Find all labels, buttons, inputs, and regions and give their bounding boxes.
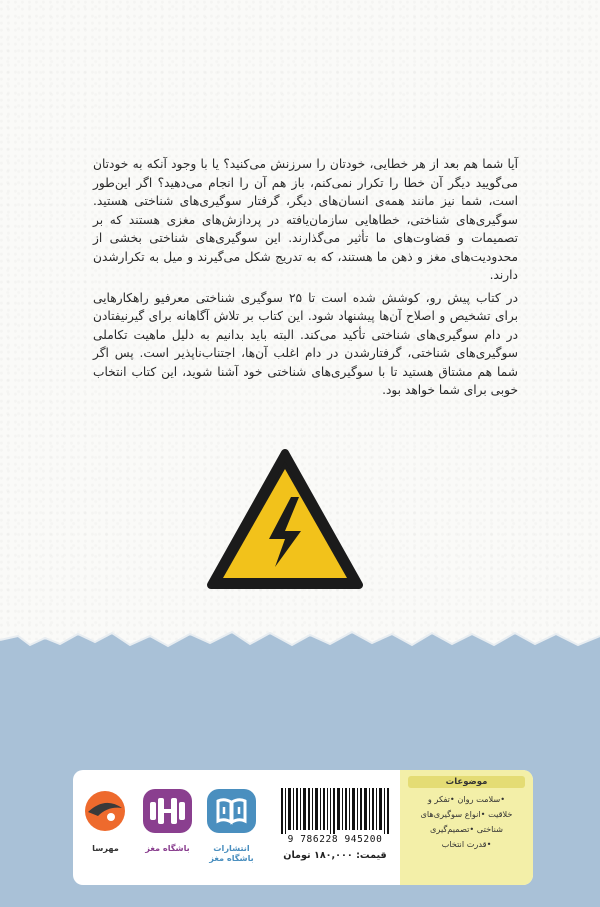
topics-line: •قدرت انتخاب bbox=[441, 839, 492, 849]
topics-line: خلاقیت •انواع سوگیری‌های bbox=[420, 809, 513, 819]
publisher-caption: باشگاه مغز bbox=[145, 843, 190, 853]
barcode-icon bbox=[275, 786, 395, 834]
isbn-number: 9 786228 945200 bbox=[287, 834, 383, 845]
high-voltage-warning-icon bbox=[205, 447, 365, 592]
publisher-caption: مهرسا bbox=[92, 843, 119, 853]
topics-line: شناختی •تصمیم‌گیری bbox=[430, 824, 503, 834]
book-brain-icon bbox=[204, 786, 259, 836]
topics-title: موضوعات bbox=[408, 776, 525, 788]
paragraph-2: در کتاب پیش رو، کوشش شده است تا ۲۵ سوگیری شناختی معرفیو راهکارهایی برای تشخیص و اصلاح آن‌ها پیشنهاد شود. این کتاب بر تلاش آگاهانه برای گیرنیفتادن در دام سوگیری‌های شناختی تأکید می‌کند. البته باید بدانیم به دلیل ماهیت تکاملی سوگیری‌های شناختی، گرفتارشدن در دام اغلب آن‌ها، اجتناب‌ناپذیر است. پس اگر شما هم مشتاق هستید تا با سوگیری‌های شناختی خود آشنا شوید، این کتاب انتخاب خوبی برای شما خواهد بود. bbox=[93, 290, 518, 397]
topics-line: •سلامت روان •تفکر و bbox=[427, 794, 506, 804]
publisher-logo-brain-club bbox=[140, 786, 195, 853]
publisher-logo-mehrsa bbox=[78, 786, 133, 853]
publisher-caption: انتشارات باشگاه مغز bbox=[209, 843, 254, 863]
paragraph-1: آیا شما هم بعد از هر خطایی، خودتان را سرزنش می‌کنید؟ یا با وجود آنکه به خودتان می‌گویید دیگر آن خطا را تکرار نمی‌کنم، باز هم آن را انجام می‌دهید؟ اگر این‌طور است، شما نیز مانند همه‌ی انسان‌های دیگر، گرفتار سوگیری‌های شناختی هستید. سوگیری‌های شناختی، خطاهایی سازمان‌یافته در پردازش‌های مغزی هستند که بر تصمیمات و قضاوت‌های ما تأثیر می‌گذارند. این سوگیری‌های شناختی بخشی از محدودیت‌های مغز و ذهن ما هستند، که به تدریج شکل می‌گیرند و میل به تکرارشدن دارند. bbox=[93, 157, 518, 282]
mehrsa-logo-icon bbox=[78, 786, 133, 836]
brain-dumbbell-icon bbox=[140, 786, 195, 836]
publisher-logo-brain-club-publications bbox=[204, 786, 259, 863]
price-label: قیمت: ۱۸۰,۰۰۰ تومان bbox=[283, 850, 387, 861]
back-cover-text bbox=[93, 155, 518, 404]
topics-box bbox=[400, 770, 533, 885]
topics-list bbox=[400, 792, 533, 852]
